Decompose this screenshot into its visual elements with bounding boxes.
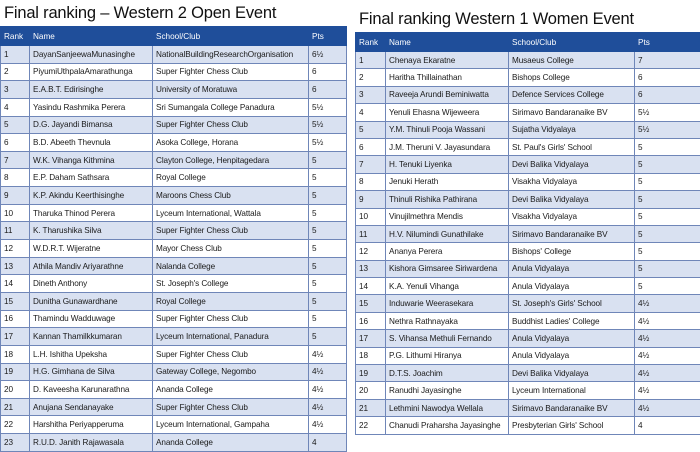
table-row [356,399,700,416]
name-cell: D.T.S. Joachim [386,365,509,382]
rank-cell: 18 [356,347,386,364]
table-row [1,345,347,363]
rank-cell: 2 [356,69,386,86]
school-cell: Super Fighter Chess Club [153,345,309,363]
pts-cell: 6½ [309,46,347,64]
pts-cell: 6 [309,81,347,99]
school-cell: Super Fighter Chess Club [153,310,309,328]
school-cell: Gateway College, Negombo [153,363,309,381]
name-cell: Haritha Thillainathan [386,69,509,86]
school-cell: Ananda College [153,381,309,399]
pts-cell: 5 [309,310,347,328]
table-row [356,138,700,155]
pts-header: Pts [635,33,700,52]
rank-cell: 11 [1,222,30,240]
table-row [356,86,700,103]
pts-cell: 5 [635,278,700,295]
school-header: School/Club [509,33,635,52]
name-cell: Yasindu Rashmika Perera [30,98,153,116]
rank-cell: 8 [356,173,386,190]
table-row [1,292,347,310]
name-cell: E.P. Daham Sathsara [30,169,153,187]
table-row [1,116,347,134]
table-row [1,222,347,240]
rank-cell: 23 [1,434,30,452]
name-cell: K.P. Akindu Keerthisinghe [30,187,153,205]
pts-cell: 4½ [635,295,700,312]
rank-cell: 1 [1,46,30,64]
school-cell: Devi Balika Vidyalaya [509,156,635,173]
school-cell: Asoka College, Horana [153,134,309,152]
pts-cell: 5 [309,257,347,275]
name-cell: R.U.D. Janith Rajawasala [30,434,153,452]
school-cell: Super Fighter Chess Club [153,63,309,81]
school-cell: University of Moratuwa [153,81,309,99]
name-cell: Chanudi Praharsha Jayasinghe [386,417,509,434]
school-cell: Visakha Vidyalaya [509,173,635,190]
school-cell: Sirimavo Bandaranaike BV [509,104,635,121]
rank-cell: 15 [356,295,386,312]
rank-cell: 8 [1,169,30,187]
school-cell: Sri Sumangala College Panadura [153,98,309,116]
table-row [1,275,347,293]
school-cell: NationalBuildingResearchOrganisation [153,46,309,64]
pts-cell: 5 [635,243,700,260]
pts-cell: 5½ [635,121,700,138]
pts-cell: 5 [635,260,700,277]
rank-cell: 7 [1,151,30,169]
table-row [1,363,347,381]
school-cell: Bishops' College [509,243,635,260]
name-cell: L.H. Ishitha Upeksha [30,345,153,363]
name-cell: Lethmini Nawodya Wellala [386,399,509,416]
pts-cell: 5 [309,204,347,222]
pts-cell: 5 [309,292,347,310]
pts-cell: 4½ [635,347,700,364]
table-row [1,98,347,116]
rank-cell: 13 [356,260,386,277]
name-header: Name [386,33,509,52]
rank-cell: 13 [1,257,30,275]
name-cell: Dunitha Gunawardhane [30,292,153,310]
school-cell: Clayton College, Henpitagedara [153,151,309,169]
name-cell: Chenaya Ekaratne [386,52,509,69]
table-row [356,52,700,69]
rank-cell: 17 [1,328,30,346]
school-cell: Maroons Chess Club [153,187,309,205]
rank-cell: 5 [356,121,386,138]
table-header-row [356,33,700,52]
rank-cell: 22 [356,417,386,434]
school-cell: Bishops College [509,69,635,86]
table-row [1,310,347,328]
pts-cell: 5 [309,328,347,346]
pts-cell: 5½ [309,116,347,134]
pts-cell: 6 [309,63,347,81]
pts-cell: 4½ [309,398,347,416]
pts-cell: 6 [635,69,700,86]
school-cell: Anula Vidyalaya [509,330,635,347]
name-cell: Dineth Anthony [30,275,153,293]
rank-cell: 12 [1,240,30,258]
table-row [1,240,347,258]
table-row [356,278,700,295]
rank-cell: 20 [1,381,30,399]
school-cell: Lyceum International, Panadura [153,328,309,346]
name-cell: Harshitha Periyapperuma [30,416,153,434]
school-cell: Mayor Chess Club [153,240,309,258]
name-cell: H.G. Gimhana de Silva [30,363,153,381]
rank-cell: 1 [356,52,386,69]
rank-cell: 7 [356,156,386,173]
name-cell: PiyumiUthpalaAmarathunga [30,63,153,81]
table-row [1,63,347,81]
name-cell: Kannan Thamilkkumaran [30,328,153,346]
pts-cell: 4½ [635,365,700,382]
school-cell: Sujatha Vidyalaya [509,121,635,138]
rank-cell: 10 [356,208,386,225]
name-cell: H. Tenuki Liyenka [386,156,509,173]
name-cell: Yenuli Ehasna Wijeweera [386,104,509,121]
name-cell: Jenuki Herath [386,173,509,190]
name-cell: Athila Mandiv Ariyarathne [30,257,153,275]
rank-cell: 21 [1,398,30,416]
name-cell: Tharuka Thinod Perera [30,204,153,222]
women-event-panel [355,0,700,435]
table-row [356,156,700,173]
pts-cell: 4 [635,417,700,434]
rank-cell: 3 [1,81,30,99]
pts-cell: 5 [635,225,700,242]
table-row [356,225,700,242]
school-cell: St. Joseph's Girls' School [509,295,635,312]
name-cell: Vinujilmethra Mendis [386,208,509,225]
pts-cell: 5 [309,240,347,258]
name-cell: Y.M. Thinuli Pooja Wassani [386,121,509,138]
pts-cell: 4½ [635,399,700,416]
school-cell: Anula Vidyalaya [509,260,635,277]
name-cell: Thamindu Wadduwage [30,310,153,328]
rank-cell: 18 [1,345,30,363]
school-cell: Royal College [153,169,309,187]
rank-cell: 2 [1,63,30,81]
table-row [1,46,347,64]
rank-cell: 22 [1,416,30,434]
name-cell: Raveeja Arundi Beminiwatta [386,86,509,103]
school-cell: Lyceum International [509,382,635,399]
pts-cell: 5 [635,208,700,225]
table-row [356,295,700,312]
open-event-title: Final ranking – Western 2 Open Event [0,0,346,26]
pts-header: Pts [309,27,347,46]
school-cell: Ananda College [153,434,309,452]
table-row [356,243,700,260]
table-row [1,169,347,187]
table-row [356,121,700,138]
table-row [356,69,700,86]
rank-cell: 15 [1,292,30,310]
pts-cell: 6 [635,86,700,103]
table-row [356,382,700,399]
rank-cell: 12 [356,243,386,260]
school-cell: Royal College [153,292,309,310]
rank-cell: 16 [1,310,30,328]
name-cell: Induwarie Weerasekara [386,295,509,312]
pts-cell: 7 [635,52,700,69]
rank-cell: 5 [1,116,30,134]
table-row [1,187,347,205]
school-cell: Super Fighter Chess Club [153,398,309,416]
rank-cell: 21 [356,399,386,416]
rank-cell: 4 [356,104,386,121]
name-cell: E.A.B.T. Edirisinghe [30,81,153,99]
table-row [356,347,700,364]
name-cell: W.K. Vihanga Kithmina [30,151,153,169]
name-cell: Ananya Perera [386,243,509,260]
school-cell: Defence Services College [509,86,635,103]
pts-cell: 5 [635,191,700,208]
pts-cell: 5½ [635,104,700,121]
school-cell: Lyceum International, Gampaha [153,416,309,434]
school-cell: Super Fighter Chess Club [153,222,309,240]
pts-cell: 4½ [635,312,700,329]
pts-cell: 5 [309,187,347,205]
name-header: Name [30,27,153,46]
rank-header: Rank [356,33,386,52]
school-cell: Anula Vidyalaya [509,347,635,364]
name-cell: J.M. Theruni V. Jayasundara [386,138,509,155]
rank-cell: 3 [356,86,386,103]
open-event-rows [1,46,347,452]
table-row [1,416,347,434]
open-event-panel [0,0,346,452]
rank-header: Rank [1,27,30,46]
rank-cell: 10 [1,204,30,222]
pts-cell: 5 [635,138,700,155]
table-row [1,151,347,169]
school-cell: St. Joseph's College [153,275,309,293]
rank-cell: 17 [356,330,386,347]
name-cell: Nethra Rathnayaka [386,312,509,329]
pts-cell: 5 [309,275,347,293]
name-cell: Thinuli Rishika Pathirana [386,191,509,208]
pts-cell: 4½ [635,382,700,399]
name-cell: D.G. Jayandi Bimansa [30,116,153,134]
pts-cell: 5½ [309,98,347,116]
school-cell: Devi Balika Vidyalaya [509,191,635,208]
table-row [356,208,700,225]
rank-cell: 19 [1,363,30,381]
table-row [356,312,700,329]
school-cell: Buddhist Ladies' College [509,312,635,329]
rank-cell: 11 [356,225,386,242]
school-cell: Presbyterian Girls' School [509,417,635,434]
women-event-rows [356,52,700,435]
rank-cell: 9 [1,187,30,205]
name-cell: Anujana Sendanayake [30,398,153,416]
school-header: School/Club [153,27,309,46]
school-cell: Super Fighter Chess Club [153,116,309,134]
table-row [1,381,347,399]
rank-cell: 16 [356,312,386,329]
table-header-row [1,27,347,46]
pts-cell: 5½ [309,134,347,152]
pts-cell: 4½ [309,381,347,399]
pts-cell: 5 [635,173,700,190]
name-cell: K.A. Yenuli Vihanga [386,278,509,295]
school-cell: Devi Balika Vidyalaya [509,365,635,382]
school-cell: Sirimavo Bandaranaike BV [509,225,635,242]
pts-cell: 5 [309,151,347,169]
name-cell: K. Tharushika Silva [30,222,153,240]
name-cell: W.D.R.T. Wijeratne [30,240,153,258]
name-cell: Kishora Gimsaree Siriwardena [386,260,509,277]
rank-cell: 14 [356,278,386,295]
name-cell: H.V. Nilumindi Gunathilake [386,225,509,242]
rank-cell: 14 [1,275,30,293]
table-row [1,328,347,346]
table-row [356,173,700,190]
table-row [1,204,347,222]
rank-cell: 20 [356,382,386,399]
name-cell: DayanSanjeewaMunasinghe [30,46,153,64]
pts-cell: 4½ [635,330,700,347]
table-row [1,398,347,416]
name-cell: S. Vihansa Methuli Fernando [386,330,509,347]
table-row [1,257,347,275]
pts-cell: 5 [309,222,347,240]
rank-cell: 9 [356,191,386,208]
women-event-title: Final ranking Western 1 Women Event [355,0,700,32]
table-row [1,434,347,452]
table-row [1,81,347,99]
pts-cell: 4½ [309,345,347,363]
table-row [356,417,700,434]
table-row [356,365,700,382]
school-cell: St. Paul's Girls' School [509,138,635,155]
rank-cell: 19 [356,365,386,382]
table-row [1,134,347,152]
pts-cell: 5 [635,156,700,173]
school-cell: Lyceum International, Wattala [153,204,309,222]
pts-cell: 4 [309,434,347,452]
table-row [356,191,700,208]
name-cell: P.G. Lithumi Hiranya [386,347,509,364]
rank-cell: 4 [1,98,30,116]
school-cell: Visakha Vidyalaya [509,208,635,225]
women-event-table [355,32,700,435]
school-cell: Musaeus College [509,52,635,69]
rank-cell: 6 [356,138,386,155]
school-cell: Sirimavo Bandaranaike BV [509,399,635,416]
table-row [356,104,700,121]
open-event-table [0,26,347,452]
school-cell: Nalanda College [153,257,309,275]
school-cell: Anula Vidyalaya [509,278,635,295]
pts-cell: 5 [309,169,347,187]
table-row [356,260,700,277]
table-row [356,330,700,347]
name-cell: Ranudhi Jayasinghe [386,382,509,399]
name-cell: B.D. Abeeth Thevnula [30,134,153,152]
pts-cell: 4½ [309,363,347,381]
pts-cell: 4½ [309,416,347,434]
rank-cell: 6 [1,134,30,152]
name-cell: D. Kaveesha Karunarathna [30,381,153,399]
